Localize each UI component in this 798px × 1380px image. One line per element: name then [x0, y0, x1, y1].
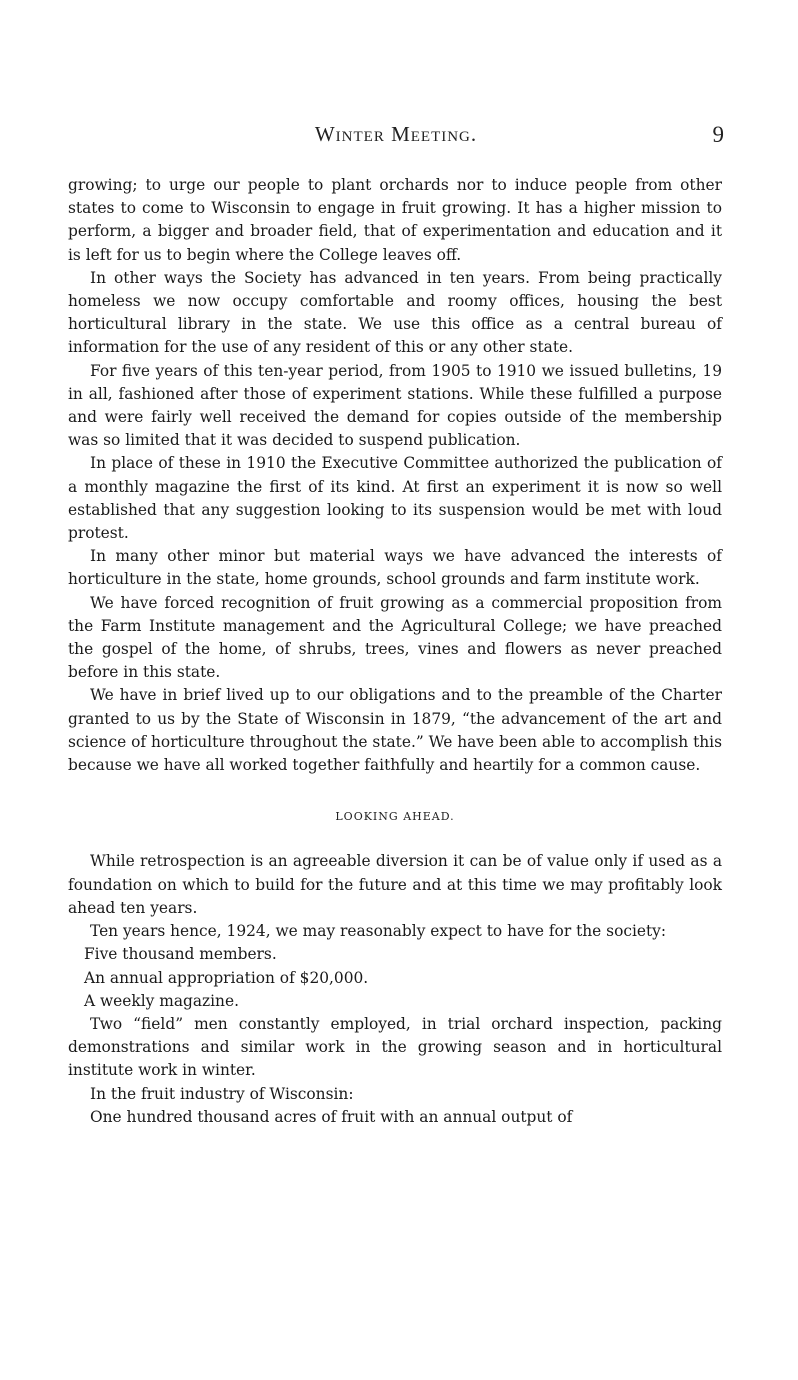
goals-list — [68, 943, 722, 1013]
list-item: An annual appropriation of $20,000. — [84, 968, 369, 987]
paragraph: We have forced recognition of fruit growing as a commercial proposition from the Farm Institute management and the Agricultural College; we have preached the gospel of the home, of shrubs, trees, vines and flowers as never preached before in this state. — [68, 593, 722, 682]
paragraph: In the fruit industry of Wisconsin: — [90, 1084, 354, 1103]
section-heading: LOOKING AHEAD. — [335, 810, 455, 824]
running-head — [68, 122, 724, 152]
list-item: A weekly magazine. — [84, 991, 239, 1010]
running-title: Winter Meeting. — [314, 122, 478, 146]
paragraph: In other ways the Society has advanced in ten years. From being practically homeless we now occupy comfortable and roomy offices, housing the best horticultural library in the state. We use this office as a central bureau of information for the use of any resident of this or any other state. — [68, 268, 722, 357]
paragraph: Ten years hence, 1924, we may reasonably expect to have for the society: — [90, 922, 667, 941]
paragraph: In many other minor but material ways we have advanced the interests of horticulture in the state, home grounds, school grounds and farm institute work. — [68, 547, 722, 589]
body-text — [68, 174, 722, 1129]
paragraph: We have in brief lived up to our obligations and to the preamble of the Charter granted to us by the State of Wisconsin in 1879, “the advancement of the art and science of horticulture throughout the state.” We have been able to accomplish this because we have all worked together faithfully and heartily for a common cause. — [68, 686, 722, 775]
page-number: 9 — [712, 122, 724, 147]
paragraph: In place of these in 1910 the Executive Committee authorized the publication of a monthly magazine the first of its kind. At first an experiment it is now so well established that any suggestion looking to its suspension would be met with loud protest. — [68, 454, 722, 543]
paragraph: Two “field” men constantly employed, in trial orchard inspection, packing demonstrations and similar work in the growing season and in horticultural institute work in winter. — [68, 1014, 722, 1080]
list-item: Five thousand members. — [84, 945, 277, 964]
paragraph: While retrospection is an agreeable diversion it can be of value only if used as a foundation on which to build for the future and at this time we may profitably look ahead ten years. — [68, 852, 722, 917]
paragraph: growing; to urge our people to plant orchards nor to induce people from other states to come to Wisconsin to engage in fruit growing. It has a higher mission to perform, a bigger and broader field, that of experimentation and education and it is left for us to begin where the College leaves off. — [68, 176, 722, 264]
paragraph: One hundred thousand acres of fruit with an annual output of — [90, 1107, 573, 1126]
paragraph: For five years of this ten-year period, from 1905 to 1910 we issued bulletins, 19 in all, fashioned after those of experiment stations. While these fulfilled a purpose and were fairly well received the demand for copies outside of the membership was so limited that it was decided to suspend publication. — [68, 361, 722, 450]
